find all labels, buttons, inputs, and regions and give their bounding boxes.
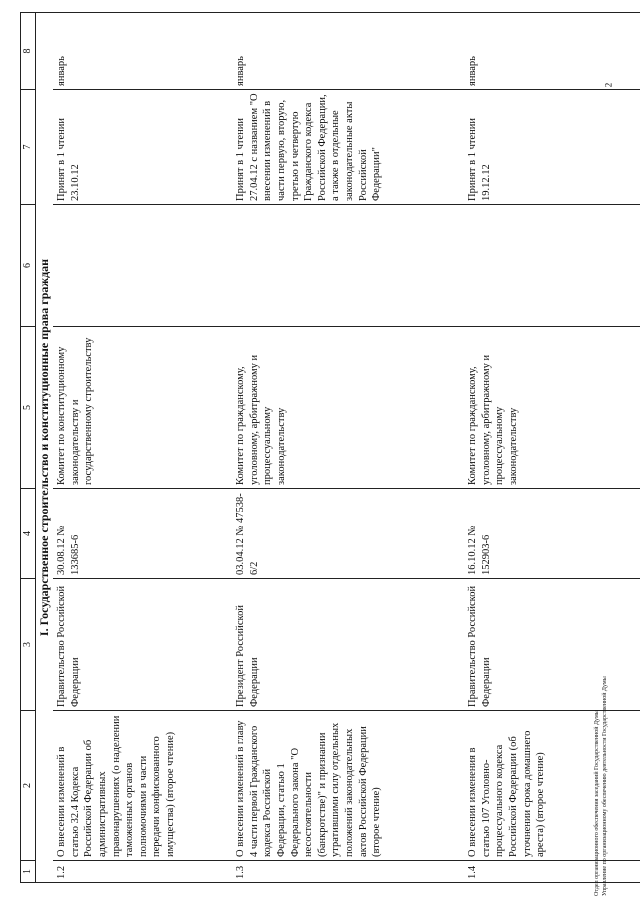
bill-title: О внесении изменений в статью 32.4 Кодекса Российской Федерации об административных правонарушениях (о наделении таможенных органов полномочиями в части передачи конфискованного имущества) (второе чтение) [53, 711, 232, 861]
bill-col6 [464, 205, 640, 327]
bill-initiator: Правительство Российской Федерации [53, 579, 232, 711]
row-number: 1.2 [53, 861, 232, 883]
page-footer [594, 676, 609, 896]
bill-committee: Комитет по гражданскому, уголовному, арбитражному и процессуальному законодательству [232, 327, 464, 489]
table-row [53, 13, 232, 883]
legislation-table [20, 12, 640, 883]
bill-status: Принят в 1 чтении 23.10.12 [53, 90, 232, 205]
section-row [35, 13, 53, 883]
bill-col6 [53, 205, 232, 327]
col-header-3: 3 [21, 579, 36, 711]
bill-month: январь [464, 13, 640, 90]
bill-registration: 16.10.12 № 152903-6 [464, 489, 640, 579]
bill-status: Принят в 1 чтении 19.12.12 [464, 90, 640, 205]
row-number: 1.4 [464, 861, 640, 883]
section-title: I. Государственное строительство и конституционные права граждан [35, 13, 53, 883]
col-header-1: 1 [21, 861, 36, 883]
col-header-8: 8 [21, 13, 36, 90]
bill-committee: Комитет по конституционному законодательству и государственному строительству [53, 327, 232, 489]
col-header-2: 2 [21, 711, 36, 861]
bill-title: О внесении изменений в главу 4 части первой Гражданского кодекса Российской Федерации, статью 1 Федерального закона "О несостоятельности (банкротстве)" и признании утратившими силу отдельных положений законодательных актов Российской Федерации (второе чтение) [232, 711, 464, 861]
rotated-page [20, 13, 628, 883]
footer-line-1: Отдел организационного обеспечения заседаний Государственной Думы [594, 710, 600, 896]
bill-initiator: Правительство Российской Федерации [464, 579, 640, 711]
col-header-6: 6 [21, 205, 36, 327]
col-header-7: 7 [21, 90, 36, 205]
bill-month: январь [232, 13, 464, 90]
bill-committee: Комитет по гражданскому, уголовному, арбитражному и процессуальному законодательству [464, 327, 640, 489]
bill-registration: 30.08.12 № 133685-6 [53, 489, 232, 579]
page-number: 2 [603, 82, 614, 88]
bill-registration: 03.04.12 № 47538-6/2 [232, 489, 464, 579]
bill-title: О внесении изменения в статью 107 Уголовно-процессуального кодекса Российской Федерации (об уточнении срока домашнего ареста) (второе чтение) [464, 711, 640, 861]
footer-line-2: Управление по организационному обеспечению деятельности Государственной Думы [601, 676, 608, 896]
table-row [232, 13, 464, 883]
bill-status: Принят в 1 чтении 27.04.12 с названием "О внесении изменений в части первую, вторую, третью и четвертую Гражданского кодекса Российской Федерации, а также в отдельные законодательные акты Российской Федерации" [232, 90, 464, 205]
col-header-4: 4 [21, 489, 36, 579]
table-row [464, 13, 640, 883]
bill-month: январь [53, 13, 232, 90]
column-numbers-row [21, 13, 36, 883]
bill-col6 [232, 205, 464, 327]
row-number: 1.3 [232, 861, 464, 883]
bill-initiator: Президент Российской Федерации [232, 579, 464, 711]
col-header-5: 5 [21, 327, 36, 489]
